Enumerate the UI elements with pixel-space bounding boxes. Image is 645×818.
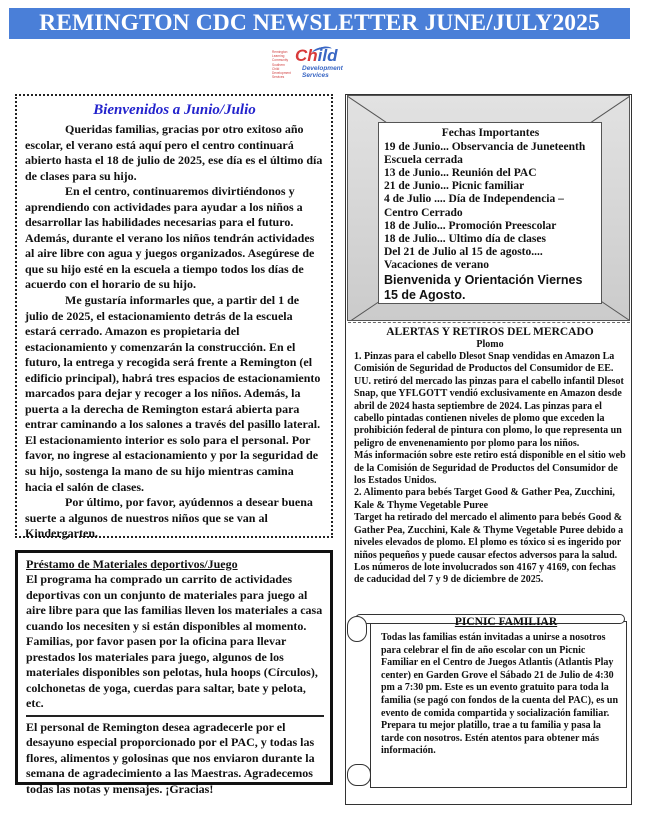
welcome-paragraph: Queridas familias, gracias por otro exitoso año escolar, el verano está aquí pero el centro continuará abierto hasta el 18 de julio de 2025, ese día es el último día de clases para su hijo. xyxy=(25,122,323,183)
alert-paragraph: 2. Alimento para bebés Target Good & Gather Pea, Zucchini, Kale & Thyme Vegetable Puree xyxy=(354,487,615,511)
date-item: 13 de Junio... Reunión del PAC xyxy=(384,166,537,179)
important-dates-title: Fechas Importantes xyxy=(441,127,540,139)
equipment-loan-section xyxy=(15,550,333,796)
welcome-section xyxy=(15,94,333,541)
date-item: 18 de Julio... Promoción Preescolar xyxy=(384,219,557,232)
alert-paragraph: Más información sobre este retiro está disponible en el sitio web de la Comisión de Seguridad de Productos del Consumidor de los Estados Unidos. xyxy=(354,450,626,487)
equipment-loan-title: Préstamo de Materiales deportivos/Juego xyxy=(26,557,238,571)
logo-subtitle: Development Services xyxy=(302,65,343,79)
alert-paragraph: Target ha retirado del mercado el alimento para bebés Good & Gather Pea, Zucchini, Kale & Thyme Vegetable Puree debido a niveles elevados de plomo. El plomo es tóxico si es ingerido por niños pequeños y puede causar efectos adversos para la salud. xyxy=(354,512,624,561)
logo-child-text: Child xyxy=(295,46,338,65)
welcome-paragraph: En el centro, continuaremos divirtiéndonos y aprendiendo con actividades para ayudar a los niños a desarrollar las habilidades necesarias para el futuro. Además, durante el verano los niños tendrán actividades al aire libre con agua y juegos organizados. Asegúrese de que su hijo esté en la escuela a tiempo todos los días de acuerdo con el horario de su hijo. xyxy=(25,184,315,292)
newsletter-title: REMINGTON CDC NEWSLETTER JUNE/JULY2025 xyxy=(39,10,600,36)
picnic-title: PICNIC FAMILIAR xyxy=(454,616,558,628)
scroll-curl-bottom-icon xyxy=(347,764,371,786)
logo-small-text: Remington Learning Community Southern Child Development Services xyxy=(272,50,291,80)
date-item: 18 de Julio... Ultimo día de clases xyxy=(384,232,546,245)
thanks-text: El personal de Remington desea agradecerle por el desayuno especial proporcionado por el PAC, y todas las flores, alimentos y golosinas que nos enviaron durante la semana de agradecimiento a las Maestras. Agradecemos todas las notas y mensajes. ¡Gracias! xyxy=(26,719,315,796)
alerts-subtitle: Plomo xyxy=(476,339,504,350)
picnic-scroll-section xyxy=(345,614,629,788)
alert-paragraph: 1. Pinzas para el cabello Dlesot Snap vendidas en Amazon La Comisión de Seguridad de Productos del Consumidor de EE. UU. retiró del mercado las pinzas para el cabello infantil Dlesot Snap, que YFLGOTT vendió exclusivamente en Amazon desde abril de 2024 hasta septiembre de 2024. Las pinzas para el cabello pintadas contienen niveles de plomo que exceden la prohibición federal de pintura con plomo, lo que representa un peligro de envenenamiento por plomo para los niños. xyxy=(354,351,624,449)
date-item: Del 21 de Julio al 15 de agosto.... Vacaciones de verano xyxy=(384,246,543,272)
alert-paragraph: Los números de lote involucrados son 4167 y 4169, con fechas de caducidad del 7 y 9 de diciembre de 2025. xyxy=(354,561,616,586)
alerts-title: ALERTAS Y RETIROS DEL MERCADO xyxy=(386,326,594,338)
section-divider xyxy=(26,715,324,717)
newsletter-banner xyxy=(9,8,630,39)
picnic-text: Todas las familias están invitadas a unirse a nosotros para celebrar el fin de año escolar con un Picnic Familiar en el Centro de Juegos Atlantis (Atlantis Play center) en Garden Grove el Sábado 21 de Julio de 4:30 pm a 7:30 pm. Este es un evento gratuito para toda la familia (se pagó con fondos de la cuenta del PAC), es un evento de comida compartida y socialización familiar. Prepara tu mejor platillo, trae a tu familia y pasa la tarde con nosotros. Estén atentos para obtener más información. xyxy=(381,632,619,757)
market-alerts-section xyxy=(348,322,630,613)
welcome-paragraph: Me gustaría informarles que, a partir del 1 de julio de 2025, el estacionamiento detrás de la escuela estará cerrado. Amazon es propietaria del estacionamiento y comenzarán la construcción. En el futuro, la entrega y recogida será frente a Remington (el edificio principal), habrá tres espacios de estacionamiento marcados para dejar y recoger a los niños. Además, la puerta a la derecha de Remington estará abierta para entrar caminando a los salones a través del pasillo lateral. El estacionamiento interior es solo para el personal. Por favor, no ingrese al estacionamiento y por la seguridad de su hijo, sostenga la mano de su hijo mientras camina hacia el salón de clases. xyxy=(25,293,321,494)
child-development-services-logo xyxy=(272,47,362,83)
scroll-curl-icon xyxy=(347,616,367,642)
date-item: 21 de Junio... Picnic familiar xyxy=(384,180,525,193)
date-item: 4 de Julio .... Día de Independencia – Centro Cerrado xyxy=(384,193,564,219)
date-item: 19 de Junio... Observancia de Juneteenth Escuela cerrada xyxy=(384,140,586,166)
welcome-paragraph: Por último, por favor, ayúdennos a desear buena suerte a algunos de nuestros niños que se van al Kindergarten. xyxy=(25,495,313,541)
welcome-title: Bienvenidos a Junio/Julio xyxy=(93,102,256,118)
date-item-orientation: Bienvenida y Orientación Viernes 15 de Agosto. xyxy=(384,272,583,302)
picnic-content xyxy=(381,616,621,758)
important-dates-section xyxy=(378,122,602,304)
equipment-loan-text: El programa ha comprado un carrito de actividades deportivas con un conjunto de materiales para juego al aire libre para que las familias lleven los materiales a casa cuando los necesiten y si están disponibles al momento. Familias, por favor pasen por la oficina para llevar prestados los materiales para juego, algunos de los materiales disponibles son pelotas, hula hoops (Círculos), colchonetas de yoga, cuerdas para saltar, bate y pelota, etc. xyxy=(26,572,323,710)
